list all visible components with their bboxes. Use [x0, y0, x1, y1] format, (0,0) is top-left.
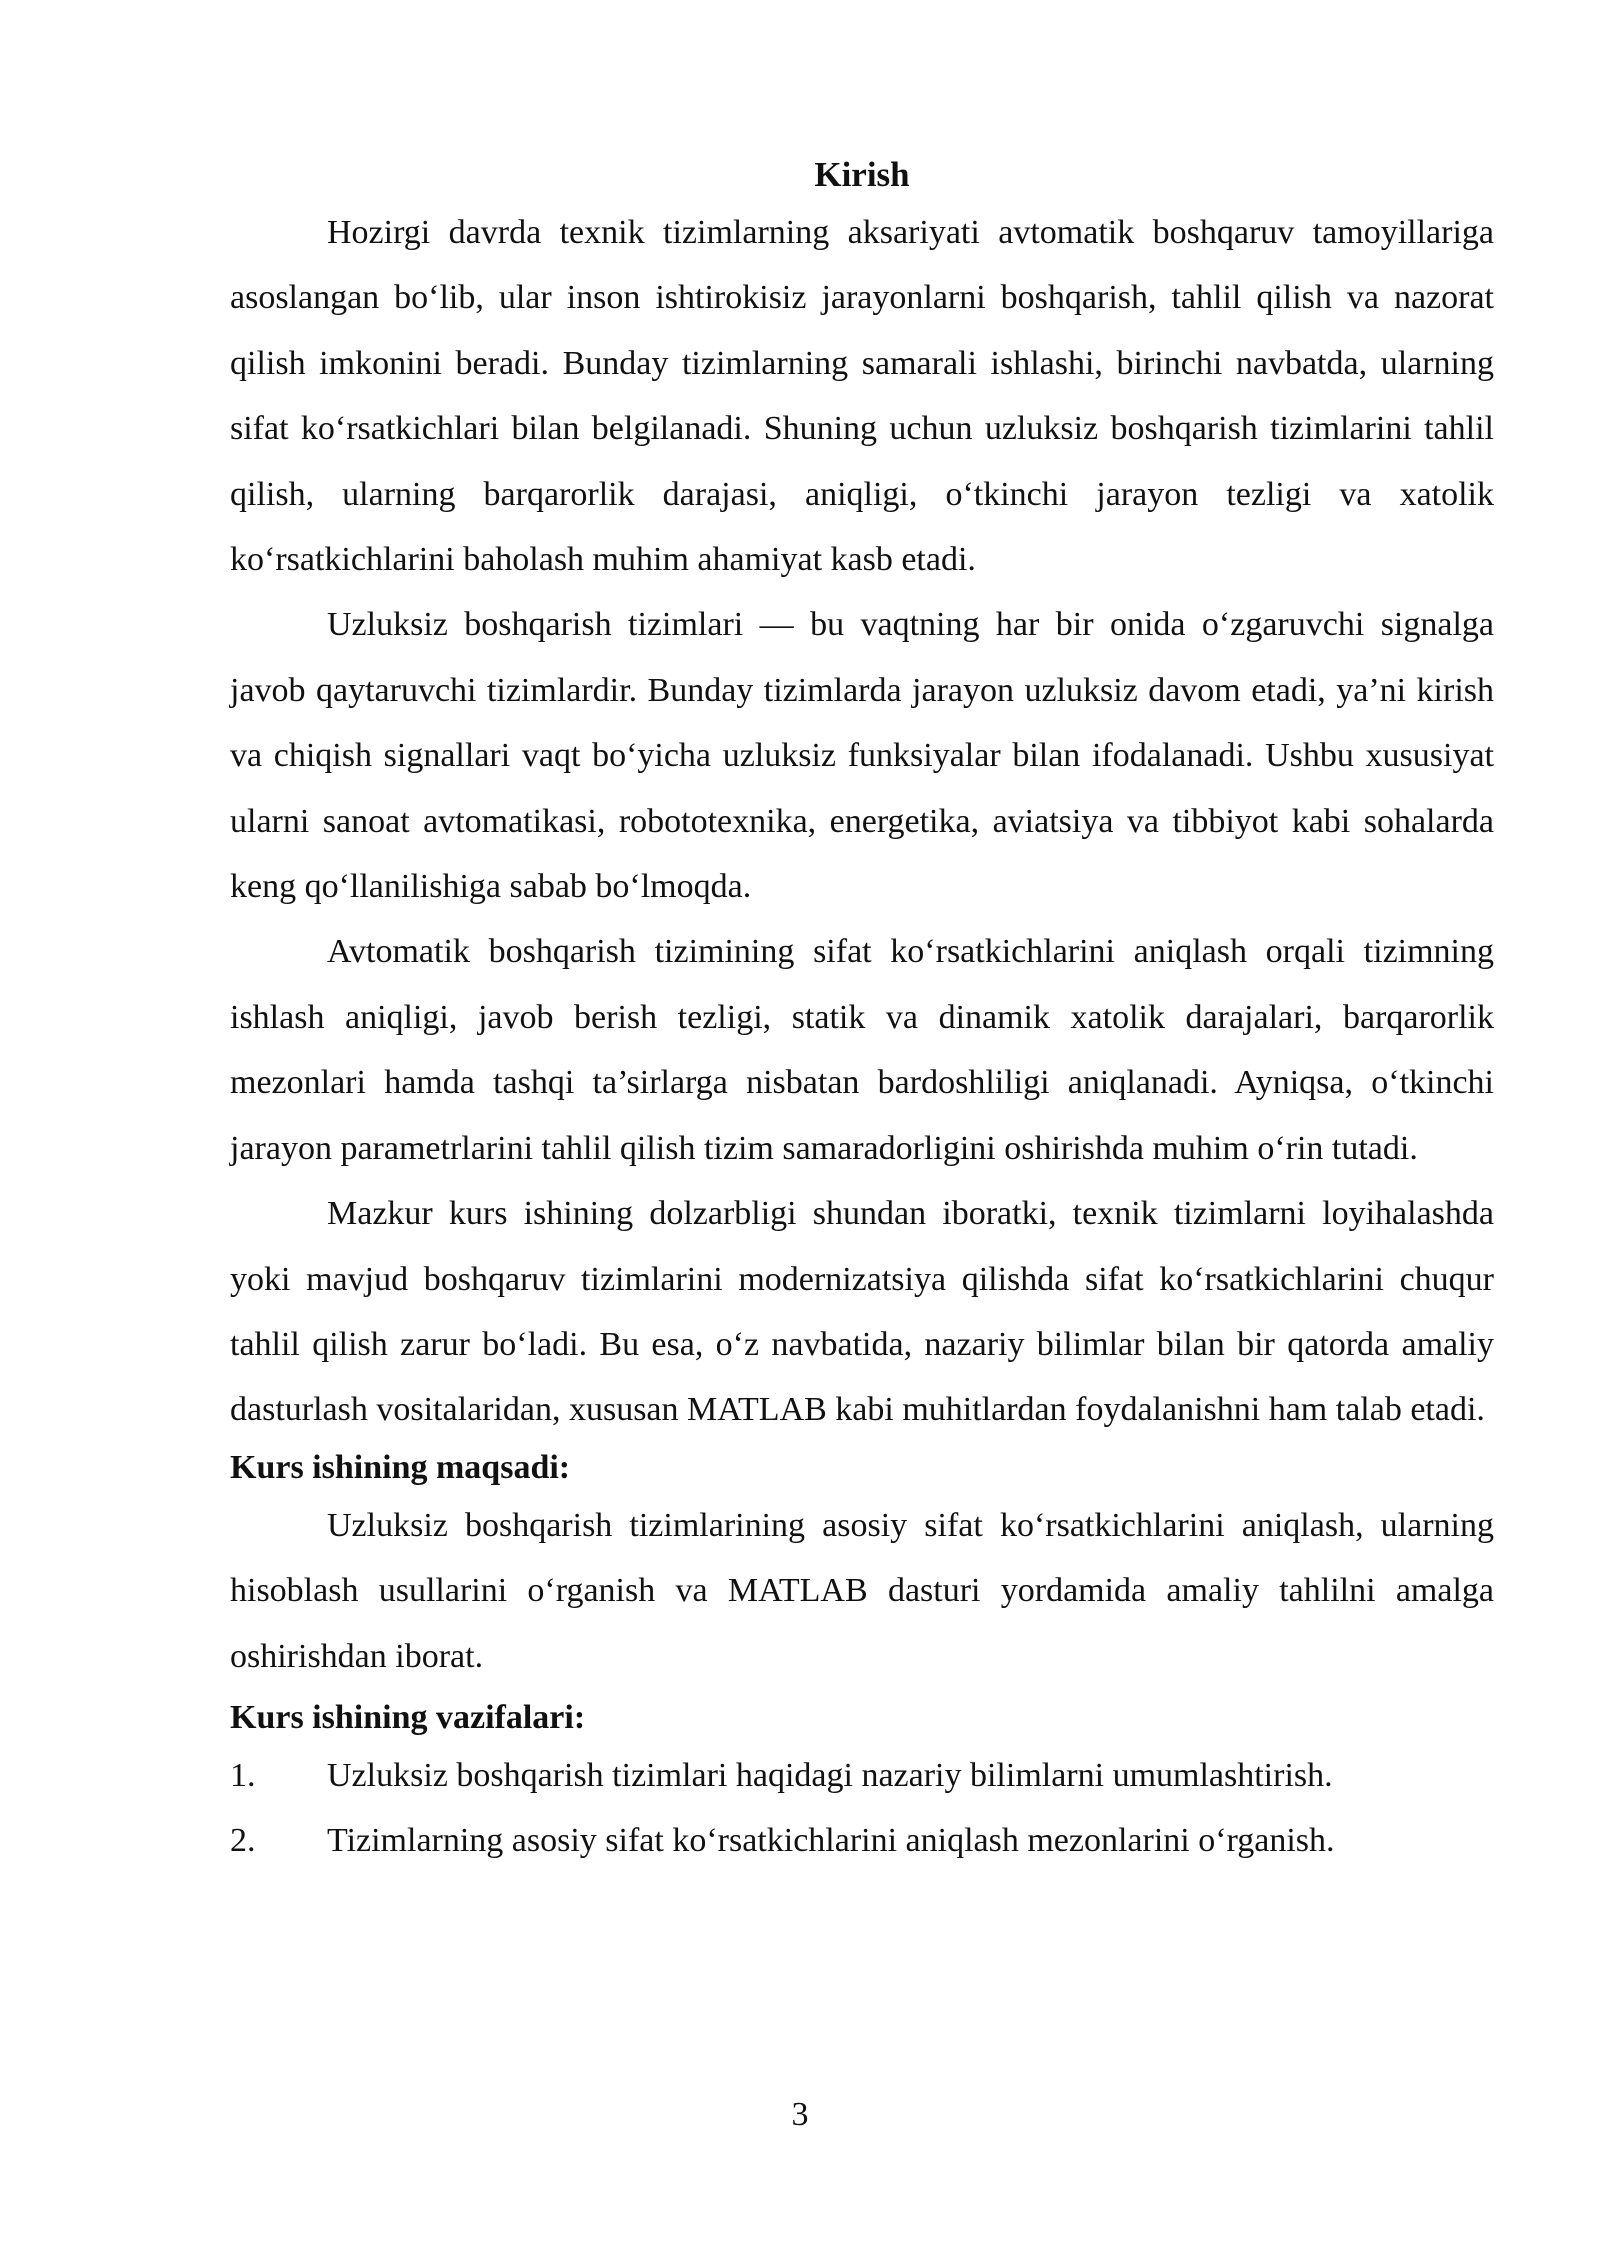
intro-paragraph-3: Avtomatik boshqarish tizimining sifat ko‘rsatkichlarini aniqlash orqali tizimning ishlash aniqligi, javob berish tezligi, statik va dinamik xatolik darajalari, barqarorlik mezonlari hamda tashqi ta’sirlarga nisbatan bardoshliligi aniqlanadi. Ayniqsa, o‘tkinchi jarayon parametrlarini tahlil qilish tizim samaradorligini oshirishda muhim o‘rin tutadi. [230, 933, 1494, 1167]
goal-paragraph: Uzluksiz boshqarish tizimlarining asosiy sifat ko‘rsatkichlarini aniqlash, ularning hisoblash usullarini o‘rganish va MATLAB dasturi yordamida amaliy tahlilni amalga oshirishdan iborat. [230, 1506, 1494, 1675]
task-item [230, 1743, 1494, 1808]
intro-paragraph-4: Mazkur kurs ishining dolzarbligi shundan iboratki, texnik tizimlarni loyihalashda yoki mavjud boshqaruv tizimlarini modernizatsiya qilishda sifat ko‘rsatkichlarini chuqur tahlil qilish zarur bo‘ladi. Bu esa, o‘z navbatida, nazariy bilimlar bilan bir qatorda amaliy dasturlash vositalaridan, xususan MATLAB kabi muhitlardan foydalanishni ham talab etadi. [230, 1195, 1494, 1429]
intro-paragraph-2: Uzluksiz boshqarish tizimlari — bu vaqtning har bir onida o‘zgaruvchi signalga javob qaytaruvchi tizimlardir. Bunday tizimlarda jarayon uzluksiz davom etadi, ya’ni kirish va chiqish signallari vaqt bo‘yicha uzluksiz funksiyalar bilan ifodalanadi. Ushbu xususiyat ularni sanoat avtomatikasi, robototexnika, energetika, aviatsiya va tibbiyot kabi sohalarda keng qo‘llanilishiga sabab bo‘lmoqda. [230, 606, 1494, 906]
task-text: Uzluksiz boshqarish tizimlari haqidagi nazariy bilimlarni umumlashtirish. [327, 1756, 1333, 1794]
page-number: 3 [791, 2096, 809, 2133]
goal-heading: Kurs ishining maqsadi: [230, 1448, 571, 1486]
document-page [230, 150, 1494, 1874]
section-title: Kirish [814, 155, 910, 194]
intro-paragraph-1: Hozirgi davrda texnik tizimlarning aksariyati avtomatik boshqaruv tamoyillariga asoslangan bo‘lib, ular inson ishtirokisiz jarayonlarni boshqarish, tahlil qilish va nazorat qilish imkonini beradi. Bunday tizimlarning samarali ishlashi, birinchi navbatda, ularning sifat ko‘rsatkichlari bilan belgilanadi. Shuning uchun uzluksiz boshqarish tizimlarini tahlil qilish, ularning barqarorlik darajasi, aniqligi, o‘tkinchi jarayon tezligi va xatolik ko‘rsatkichlarini baholash muhim ahamiyat kasb etadi. [230, 214, 1494, 579]
task-number: 2. [230, 1822, 256, 1860]
task-number: 1. [230, 1756, 256, 1794]
task-text: Tizimlarning asosiy sifat ko‘rsatkichlarini aniqlash mezonlarini o‘rganish. [327, 1822, 1335, 1860]
task-item [230, 1808, 1494, 1873]
tasks-heading: Kurs ishining vazifalari: [230, 1698, 586, 1736]
tasks-list [230, 1743, 1494, 1874]
